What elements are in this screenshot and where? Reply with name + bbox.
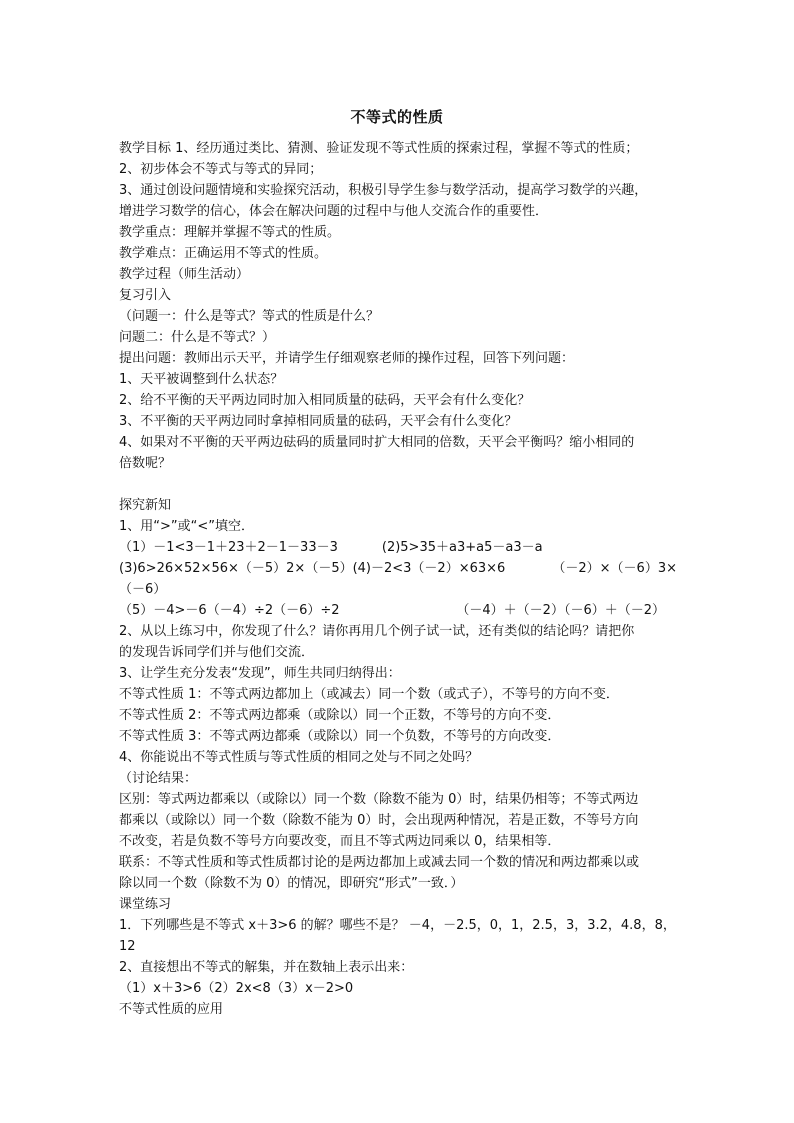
exercise-row-1: [119, 537, 677, 558]
teaching-goal-2: 2、初步体会不等式与等式的异同；: [119, 162, 323, 177]
teaching-process-heading: 教学过程（师生活动）: [119, 267, 250, 282]
property-1: 不等式性质 1：不等式两边都加上（或减去）同一个数（或式子），不等号的方向不变．: [119, 687, 619, 702]
exercise-item-5: （5）－4>－6（－4）÷2（－6）÷2: [119, 603, 340, 618]
teaching-goal-3: 3、通过创设问题情境和实验探究活动，积极引导学生参与数学活动，提高学习数学的兴趣，: [119, 183, 648, 198]
difference-3: 不改变，若是负数不等号方向要改变，而且不等式两边同乘以 0，结果相等．: [119, 834, 561, 849]
exercise-fill-blank: 1、用“>”或“<”填空．: [119, 519, 254, 534]
practice-question-1-cont: 12: [119, 939, 136, 954]
class-practice-heading: 课堂练习: [119, 897, 172, 912]
connection-1: 联系：不等式性质和等式性质都讨论的是两边都加上或减去同一个数的情况和两边都乘以或: [119, 855, 640, 870]
discussion-result: （讨论结果：: [119, 771, 198, 786]
document-body: [119, 138, 677, 1020]
difference-1: 区别：等式两边都乘以（或除以）同一个数（除数不能为 0）时，结果仍相等；不等式两边: [119, 792, 639, 807]
practice-question-1: 1．下列哪些是不等式 x＋3>6 的解？哪些不是？ －4，－2.5，0，1，2.5，3，3.2，4.8，8，: [119, 918, 676, 933]
balance-question-1: 1、天平被调整到什么状态？: [119, 372, 284, 387]
practice-question-2-items: （1）x＋3>6（2）2x<8（3）x－2>0: [119, 981, 354, 996]
spacer: [119, 474, 677, 495]
teaching-goal-3-cont: 增进学习数学的信心，体会在解决问题的过程中与他人交流合作的重要性．: [119, 204, 549, 219]
explore-heading: 探究新知: [119, 498, 172, 513]
connection-2: 除以同一个数（除数不为 0）的情况，即研究“形式”一致．）: [119, 876, 464, 891]
balance-question-4: 4、如果对不平衡的天平两边砝码的质量同时扩大相同的倍数，天平会平衡吗？缩小相同的: [119, 435, 635, 450]
exercise-row-3: [119, 600, 677, 621]
exercise-item-1: （1）－1<3－1＋23＋2－1－33－3: [119, 540, 338, 555]
balance-question-2: 2、给不平衡的天平两边同时加入相同质量的砝码，天平会有什么变化？: [119, 393, 531, 408]
exercise-row-2: [119, 558, 677, 579]
exercise-item-3-4: (3)6>26×52×56×（－5）2×（－5）(4)－2<3（－2）×63×6: [119, 561, 506, 576]
summary-intro: 3、让学生充分发表“发现”，师生共同归纳得出：: [119, 666, 401, 681]
compare-question: 4、你能说出不等式性质与等式性质的相同之处与不同之处吗？: [119, 750, 479, 765]
property-3: 不等式性质 3：不等式两边都乘（或除以）同一个负数，不等号的方向改变．: [119, 729, 561, 744]
exercise-row-2-cont: （－6）: [119, 582, 167, 597]
teaching-key-point: 教学重点：理解并掌握不等式的性质。: [119, 225, 341, 240]
discovery-question: 2、从以上练习中，你发现了什么？请你再用几个例子试一试，还有类似的结论吗？请把你: [119, 624, 635, 639]
application-heading: 不等式性质的应用: [119, 1002, 224, 1017]
page-title: 不等式的性质: [350, 108, 444, 126]
review-heading: 复习引入: [119, 288, 172, 303]
practice-question-2: 2、直接想出不等式的解集，并在数轴上表示出来：: [119, 960, 414, 975]
review-question-2: 问题二：什么是不等式？）: [119, 330, 276, 345]
teaching-goal-1: 教学目标 1、经历通过类比、猜测、验证发现不等式性质的探索过程，掌握不等式的性质；: [119, 141, 639, 156]
exercise-item-2: (2)5>35＋a3+a5－a3－a: [381, 540, 543, 555]
review-question-1: （问题一：什么是等式？等式的性质是什么？: [119, 309, 380, 324]
balance-question-4-cont: 倍数呢？: [119, 456, 172, 471]
teaching-difficulty: 教学难点：正确运用不等式的性质。: [119, 246, 328, 261]
balance-question-3: 3、不平衡的天平两边同时拿掉相同质量的砝码，天平会有什么变化？: [119, 414, 518, 429]
exercise-item-extra: （－2）×（－6）3×: [552, 561, 677, 576]
difference-2: 都乘以（或除以）同一个数（除数不能为 0）时，会出现两种情况，若是正数，不等号方向: [119, 813, 639, 828]
exercise-item-6: （－4）＋（－2）（－6）＋（－2）: [456, 603, 665, 618]
raise-question: 提出问题：教师出示天平，并请学生仔细观察老师的操作过程，回答下列问题：: [119, 351, 575, 366]
discovery-question-cont: 的发现告诉同学们并与他们交流．: [119, 645, 315, 660]
property-2: 不等式性质 2：不等式两边都乘（或除以）同一个正数，不等号的方向不变．: [119, 708, 561, 723]
